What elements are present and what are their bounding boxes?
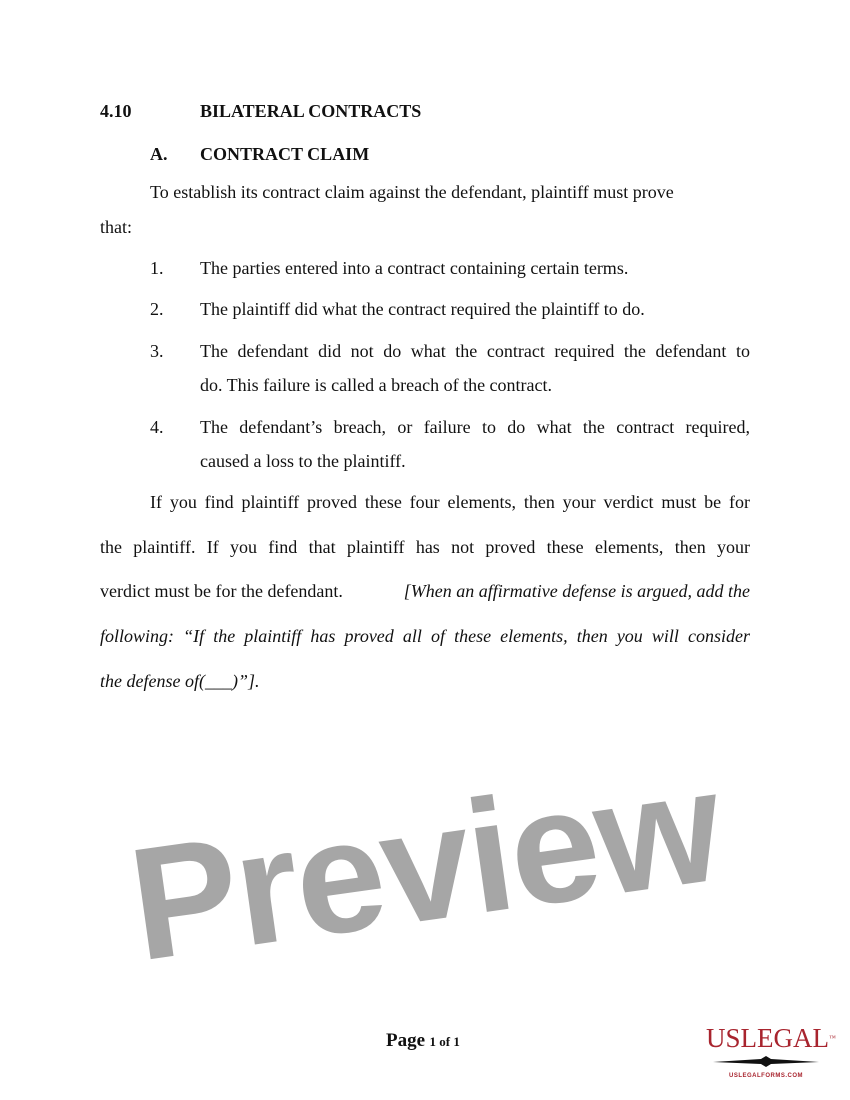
list-item-text: do. This failure is called a breach of the contract. xyxy=(200,375,553,395)
instruction-line: following: “If the plaintiff has proved all of these elements, then you will consider xyxy=(100,626,750,646)
list-item-text: The plaintiff did what the contract required the plaintiff to do. xyxy=(200,299,645,319)
eagle-icon xyxy=(711,1056,821,1068)
list-item-text: The parties entered into a contract containing certain terms. xyxy=(200,258,629,278)
list-number: 1. xyxy=(150,258,164,278)
intro-line: that: xyxy=(100,217,132,237)
list-number: 4. xyxy=(150,417,164,437)
intro-line: To establish its contract claim against the defendant, plaintiff must prove xyxy=(150,182,674,202)
list-item-text: The defendant did not do what the contract required the defendant to xyxy=(200,341,750,361)
list-number: 3. xyxy=(150,341,164,361)
uslegal-logo xyxy=(706,1023,836,1079)
conclusion-line xyxy=(100,580,750,602)
list-item-text: caused a loss to the plaintiff. xyxy=(200,451,406,471)
list-number: 2. xyxy=(150,299,164,319)
page-footer xyxy=(386,1030,460,1052)
subsection-letter: A. xyxy=(150,144,168,164)
subsection-title: CONTRACT CLAIM xyxy=(200,144,370,164)
page-label: Page xyxy=(386,1030,426,1051)
preview-watermark: Preview xyxy=(119,734,730,995)
instruction-text: [When an affirmative defense is argued, add the xyxy=(403,581,750,601)
logo-name: USLEGAL xyxy=(706,1023,829,1053)
logo-site: USLEGALFORMS.COM xyxy=(729,1073,803,1079)
logo-tm: ™ xyxy=(829,1034,836,1042)
list-item-text: The defendant’s breach, or failure to do what the contract required, xyxy=(200,417,750,437)
page-number: 1 of 1 xyxy=(429,1034,460,1049)
instruction-line: the defense of(___)”]. xyxy=(100,671,260,691)
conclusion-line: If you find plaintiff proved these four elements, then your verdict must be for xyxy=(150,492,750,512)
section-number: 4.10 xyxy=(100,101,132,121)
conclusion-text: verdict must be for the defendant. xyxy=(100,581,352,601)
section-title: BILATERAL CONTRACTS xyxy=(200,101,422,121)
conclusion-line: the plaintiff. If you find that plaintiff has not proved these elements, then your xyxy=(100,537,750,557)
